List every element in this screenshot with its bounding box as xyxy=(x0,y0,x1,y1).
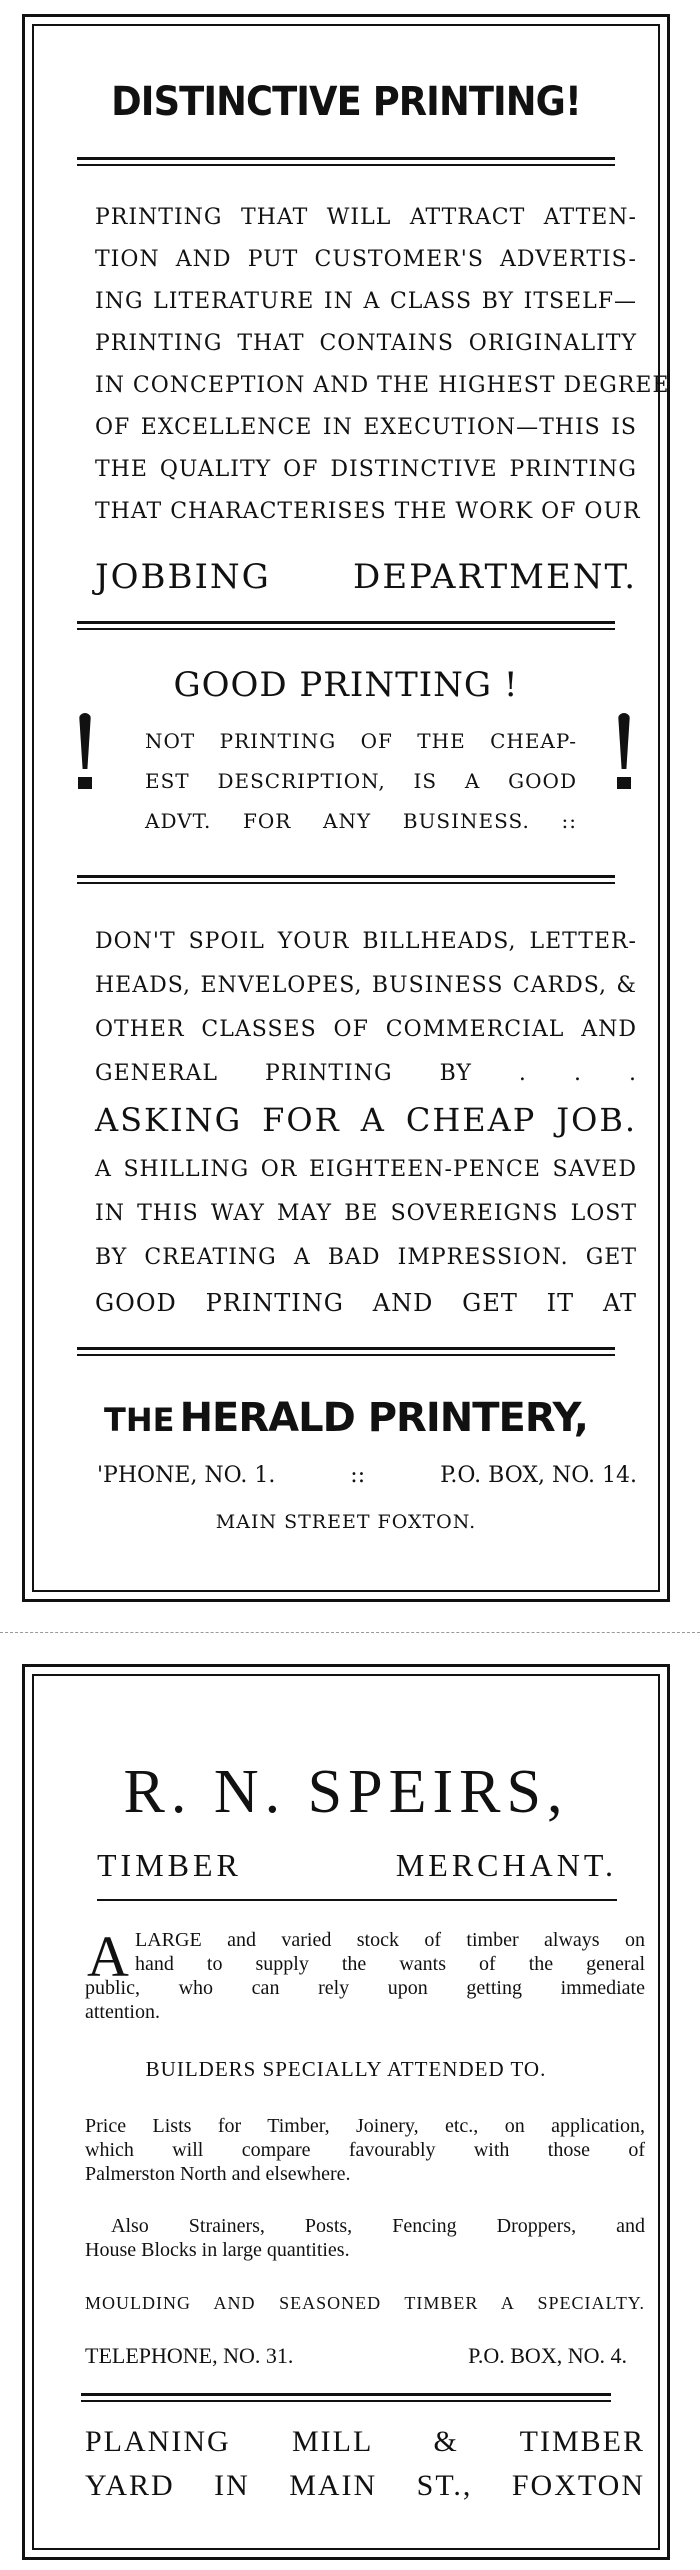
body-line: PRINTING THAT WILL ATTRACT ATTEN- xyxy=(95,205,637,230)
merchant-name: R. N. SPEIRS, xyxy=(123,1758,569,1826)
good-line: EST DESCRIPTION, IS A GOOD xyxy=(145,769,577,793)
body-line: ING LITERATURE IN A CLASS BY ITSELF— xyxy=(95,289,637,314)
printery-heading xyxy=(25,1395,667,1441)
moulding-line: MOULDING AND SEASONED TIMBER A SPECIALTY. xyxy=(85,2293,645,2313)
good-line: NOT PRINTING OF THE CHEAP- xyxy=(145,729,577,753)
price-line: Price Lists for Timber, Joinery, etc., on application, xyxy=(85,2115,645,2137)
speirs-timber-advertisement xyxy=(22,1664,670,2560)
good-printing-title: GOOD PRINTING ! xyxy=(173,665,519,705)
strainers-line: House Blocks in large quantities. xyxy=(85,2239,350,2261)
shilling-line: A SHILLING OR EIGHTEEN-PENCE SAVED xyxy=(95,1157,637,1182)
body-line: OF EXCELLENCE IN EXECUTION—THIS IS xyxy=(95,415,637,440)
phone-number: 'PHONE, NO. 1. xyxy=(97,1463,276,1488)
double-rule xyxy=(77,157,615,166)
contact-line xyxy=(97,1463,637,1488)
po-box: P.O. BOX, NO. 4. xyxy=(468,2343,627,2368)
merchant-rule xyxy=(97,1899,617,1901)
price-line: which will compare favourably with those of xyxy=(85,2139,645,2161)
body-line: PRINTING THAT CONTAINS ORIGINALITY xyxy=(95,331,637,356)
cheap-job-heading: ASKING FOR A CHEAP JOB. xyxy=(95,1101,637,1139)
department-heading: JOBBING DEPARTMENT. xyxy=(95,557,637,597)
intro-line: LARGE and varied stock of timber always on xyxy=(135,1929,645,1951)
double-rule xyxy=(77,621,615,630)
herald-printery-advertisement xyxy=(22,14,670,1602)
printery-prefix: THE xyxy=(104,1401,175,1439)
trade-heading: TIMBER MERCHANT. xyxy=(97,1847,617,1883)
spoil-line: GENERAL PRINTING BY . . . xyxy=(95,1061,637,1086)
address: MAIN STREET FOXTON. xyxy=(215,1511,477,1533)
headline: DISTINCTIVE PRINTING! xyxy=(111,79,581,125)
intro-line: hand to supply the wants of the general xyxy=(135,1953,645,1975)
price-line: Palmerston North and elsewhere. xyxy=(85,2163,351,2185)
telephone-number: TELEPHONE, NO. 31. xyxy=(85,2343,294,2368)
separator: :: xyxy=(350,1463,366,1488)
builders-line: BUILDERS SPECIALLY ATTENDED TO. xyxy=(145,2057,547,2081)
double-rule xyxy=(77,1347,615,1356)
dropcap: A xyxy=(87,1924,129,1989)
page-divider xyxy=(0,1632,700,1633)
body-line: THAT CHARACTERISES THE WORK OF OUR xyxy=(95,499,641,524)
body-line: IN CONCEPTION AND THE HIGHEST DEGREE xyxy=(95,373,670,398)
shilling-line: BY CREATING A BAD IMPRESSION. GET xyxy=(95,1245,637,1270)
intro-line: attention. xyxy=(85,2001,160,2023)
intro-line: public, who can rely upon getting immediate xyxy=(85,1977,645,1999)
mill-line: PLANING MILL & TIMBER xyxy=(85,2425,645,2458)
body-line: THE QUALITY OF DISTINCTIVE PRINTING xyxy=(95,457,637,482)
exclamation-icon-right xyxy=(617,713,631,789)
contact-line xyxy=(85,2343,645,2369)
shilling-line: IN THIS WAY MAY BE SOVEREIGNS LOST xyxy=(95,1201,637,1226)
shilling-line: GOOD PRINTING AND GET IT AT xyxy=(95,1289,637,1317)
po-box: P.O. BOX, NO. 14. xyxy=(440,1463,637,1488)
spoil-line: DON'T SPOIL YOUR BILLHEADS, LETTER- xyxy=(95,929,637,954)
body-line: TION AND PUT CUSTOMER'S ADVERTIS- xyxy=(95,247,637,272)
good-line: ADVT. FOR ANY BUSINESS. :: xyxy=(145,809,577,833)
strainers-line: Also Strainers, Posts, Fencing Droppers, and xyxy=(111,2215,645,2237)
spoil-line: HEADS, ENVELOPES, BUSINESS CARDS, & xyxy=(95,973,637,998)
spoil-line: OTHER CLASSES OF COMMERCIAL AND xyxy=(95,1017,637,1042)
double-rule xyxy=(81,2393,611,2402)
mill-line: YARD IN MAIN ST., FOXTON xyxy=(85,2469,645,2502)
double-rule xyxy=(77,875,615,884)
printery-name: HERALD PRINTERY, xyxy=(179,1395,588,1441)
exclamation-icon-left xyxy=(78,713,92,789)
